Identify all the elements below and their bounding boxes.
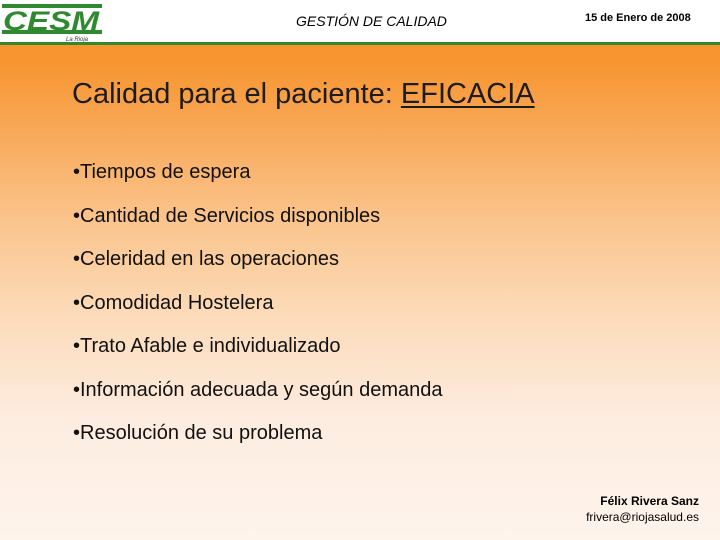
- author-name: Félix Rivera Sanz: [600, 494, 699, 508]
- bullet-item: •Comodidad Hostelera: [73, 291, 274, 314]
- cesm-logo: [0, 0, 112, 42]
- bullet-item: •Resolución de su problema: [73, 422, 323, 444]
- slide-title-prefix: Calidad para el paciente:: [72, 78, 401, 110]
- header-date: 15 de Enero de 2008: [585, 12, 691, 24]
- logo-text: CESM: [3, 6, 100, 36]
- author-block: [586, 493, 699, 525]
- bullet-item: •Tiempos de espera: [73, 161, 251, 183]
- header-divider: [0, 42, 720, 45]
- header-title: GESTIÓN DE CALIDAD: [296, 13, 447, 29]
- author-email: frivera@riojasalud.es: [586, 510, 699, 524]
- slide-title: [72, 78, 535, 111]
- logo-subtext: La Rioja: [66, 37, 89, 42]
- bullet-item: •Trato Afable e individualizado: [73, 335, 341, 357]
- bullet-list: [73, 159, 442, 464]
- bullet-item: •Cantidad de Servicios disponibles: [73, 204, 381, 227]
- slide-title-emphasis: EFICACIA: [400, 78, 535, 110]
- bullet-item: •Celeridad en las operaciones: [73, 248, 340, 270]
- bullet-item: •Información adecuada y según demanda: [73, 378, 443, 401]
